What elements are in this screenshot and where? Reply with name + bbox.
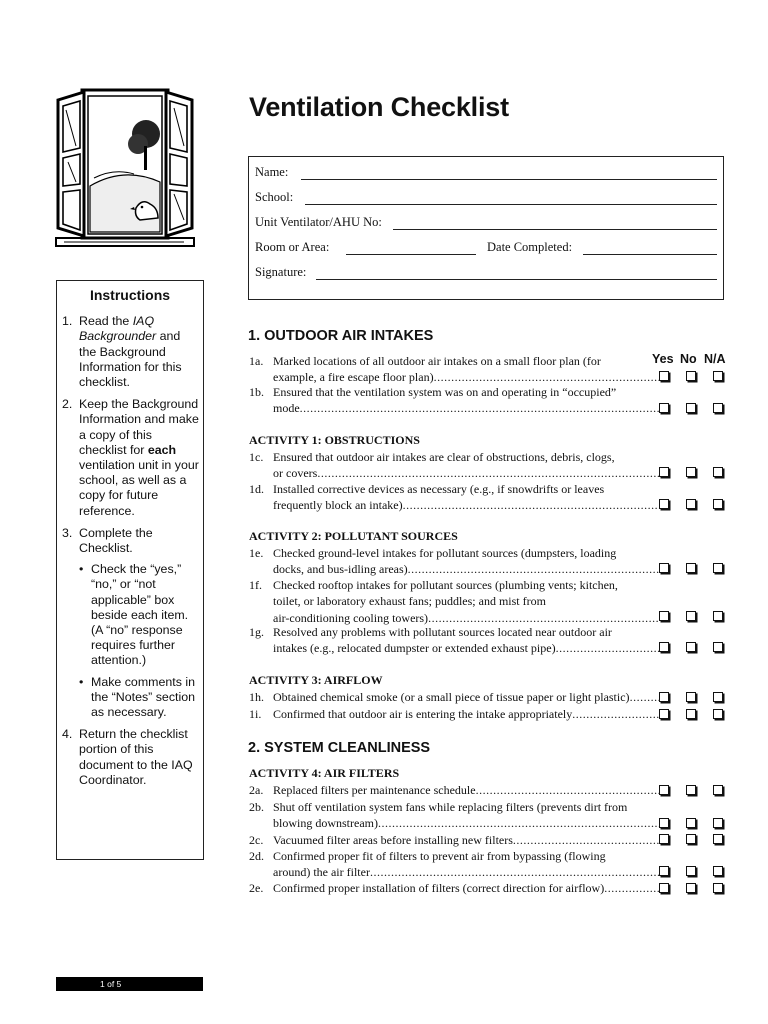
checkbox-1h-no[interactable] — [686, 692, 696, 702]
checkbox-2e-no[interactable] — [686, 883, 696, 893]
instruction-step-1: 1. Read the IAQ Backgrounder and the Background Information for this checklist. — [62, 314, 182, 390]
section-heading: 1. OUTDOOR AIR INTAKES — [248, 328, 434, 344]
instructions-box — [56, 280, 204, 860]
instruction-bullet: • Make comments in the “Notes” section as necessary. — [79, 674, 195, 720]
checkbox-2d-no[interactable] — [686, 866, 696, 876]
checkbox-2b-na[interactable] — [713, 818, 723, 828]
name-field[interactable] — [301, 179, 717, 180]
checkbox-2a-no[interactable] — [686, 785, 696, 795]
school-field[interactable] — [305, 204, 717, 205]
instruction-bullet: • Check the “yes,” “no,” or “not applicable” box beside each item. (A “no” response requires further attention.) — [79, 562, 189, 668]
checkbox-1e-na[interactable] — [713, 563, 723, 573]
activity-heading: ACTIVITY 3: AIRFLOW — [249, 673, 383, 687]
column-header-no: No — [680, 352, 697, 366]
checklist-item-1b: 1b. Ensured that the ventilation system was on and operating in “occupied” mode ..... — [249, 384, 659, 417]
checkbox-1c-no[interactable] — [686, 467, 696, 477]
instruction-step-3: 3. Complete the Checklist. • Check the “yes,” “no,” or “not applicable” box beside each item. (A “no” response requires further attention.) • Make comments in the “Notes” section as necessary. — [57, 526, 203, 720]
checkbox-1g-yes[interactable] — [659, 642, 669, 652]
page-title: Ventilation Checklist — [249, 92, 509, 122]
date-completed-field[interactable] — [583, 254, 717, 255]
checklist-item-1i: 1i. Confirmed that outdoor air is entering the intake appropriately ..... — [249, 706, 659, 722]
instruction-step-2: 2. Keep the Background Information and make a copy of this checklist for each ventilation unit in your school, as well as a copy for future reference. — [62, 397, 199, 518]
checkbox-1d-no[interactable] — [686, 499, 696, 509]
date-completed-label: Date Completed: — [487, 240, 573, 254]
checklist-item-1h: 1h. Obtained chemical smoke (or a small piece of tissue paper or light plastic) ..... — [249, 689, 659, 705]
checkbox-1b-no[interactable] — [686, 403, 696, 413]
checkbox-2c-na[interactable] — [713, 834, 723, 844]
column-header-yes: Yes — [652, 352, 674, 366]
checkbox-1g-na[interactable] — [713, 642, 723, 652]
instructions-heading: Instructions — [89, 287, 171, 303]
column-header-na: N/A — [704, 352, 726, 366]
checkbox-2c-no[interactable] — [686, 834, 696, 844]
checkbox-1c-na[interactable] — [713, 467, 723, 477]
checkbox-1i-yes[interactable] — [659, 709, 669, 719]
checkbox-2e-yes[interactable] — [659, 883, 669, 893]
unit-ventilator-field[interactable] — [393, 229, 717, 230]
checklist-item-2d: 2d. Confirmed proper fit of filters to prevent air from bypassing (flowing around) the air filter ..... — [249, 848, 659, 881]
window-illustration — [54, 86, 196, 250]
checkbox-2c-yes[interactable] — [659, 834, 669, 844]
checklist-item-2b: 2b. Shut off ventilation system fans while replacing filters (prevents dirt from blowing downstream) ..... — [249, 799, 659, 832]
info-form — [248, 156, 724, 300]
checkbox-2d-yes[interactable] — [659, 866, 669, 876]
checkbox-1h-na[interactable] — [713, 692, 723, 702]
checkbox-1e-yes[interactable] — [659, 563, 669, 573]
checklist-item-2c: 2c. Vacuumed filter areas before installing new filters ..... — [249, 832, 659, 848]
section-heading: 2. SYSTEM CLEANLINESS — [248, 740, 431, 756]
signature-field[interactable] — [316, 279, 717, 280]
checkbox-1a-yes[interactable] — [659, 371, 669, 381]
checkbox-1g-no[interactable] — [686, 642, 696, 652]
name-label: Name: — [255, 165, 289, 179]
checkbox-1f-yes[interactable] — [659, 611, 669, 621]
checkbox-1a-no[interactable] — [686, 371, 696, 381]
checkbox-2b-yes[interactable] — [659, 818, 669, 828]
checklist-item-1g: 1g. Resolved any problems with pollutant sources located near outdoor air intakes (e.g., relocated dumpster or extended exhaust pipe) ..... — [249, 624, 659, 657]
checklist-item-1e: 1e. Checked ground-level intakes for pollutant sources (dumpsters, loading docks, and bus-idling areas) ..... — [249, 545, 659, 578]
checkbox-1a-na[interactable] — [713, 371, 723, 381]
checkbox-1f-na[interactable] — [713, 611, 723, 621]
checkbox-1i-no[interactable] — [686, 709, 696, 719]
checklist-item-2e: 2e. Confirmed proper installation of filters (correct direction for airflow) ..... — [249, 880, 659, 896]
room-area-label: Room or Area: — [255, 240, 330, 254]
activity-heading: ACTIVITY 2: POLLUTANT SOURCES — [249, 529, 458, 543]
checkbox-2b-no[interactable] — [686, 818, 696, 828]
signature-label: Signature: — [255, 265, 307, 279]
checkbox-1d-na[interactable] — [713, 499, 723, 509]
checkbox-1e-no[interactable] — [686, 563, 696, 573]
activity-heading: ACTIVITY 1: OBSTRUCTIONS — [249, 433, 420, 447]
activity-heading: ACTIVITY 4: AIR FILTERS — [249, 766, 400, 780]
school-label: School: — [255, 190, 294, 204]
checklist-item-2a: 2a. Replaced filters per maintenance schedule ..... — [249, 782, 659, 798]
checklist-item-1f: 1f. Checked rooftop intakes for pollutant sources (plumbing vents; kitchen, toilet, or laboratory exhaust fans; puddles; and mist from air-conditioning cooling towers) ..... — [249, 577, 659, 626]
room-area-field[interactable] — [346, 254, 476, 255]
checkbox-1h-yes[interactable] — [659, 692, 669, 702]
page-number: 1 of 5 — [56, 977, 203, 991]
checkbox-2a-yes[interactable] — [659, 785, 669, 795]
checkbox-1d-yes[interactable] — [659, 499, 669, 509]
checkbox-1f-no[interactable] — [686, 611, 696, 621]
checkbox-1c-yes[interactable] — [659, 467, 669, 477]
instruction-step-4: 4. Return the checklist portion of this document to the IAQ Coordinator. — [62, 727, 193, 787]
checklist-item-1d: 1d. Installed corrective devices as necessary (e.g., if snowdrifts or leaves frequently block an intake) ..... — [249, 481, 659, 514]
checkbox-1b-yes[interactable] — [659, 403, 669, 413]
checkbox-2e-na[interactable] — [713, 883, 723, 893]
checkbox-2d-na[interactable] — [713, 866, 723, 876]
checklist-item-1a: 1a. Marked locations of all outdoor air intakes on a small floor plan (for example, a fire escape floor plan) ..... — [249, 353, 659, 386]
checklist-item-1c: 1c. Ensured that outdoor air intakes are clear of obstructions, debris, clogs, or covers ..... — [249, 449, 659, 482]
checkbox-1b-na[interactable] — [713, 403, 723, 413]
checkbox-2a-na[interactable] — [713, 785, 723, 795]
unit-ventilator-label: Unit Ventilator/AHU No: — [255, 215, 382, 229]
checkbox-1i-na[interactable] — [713, 709, 723, 719]
